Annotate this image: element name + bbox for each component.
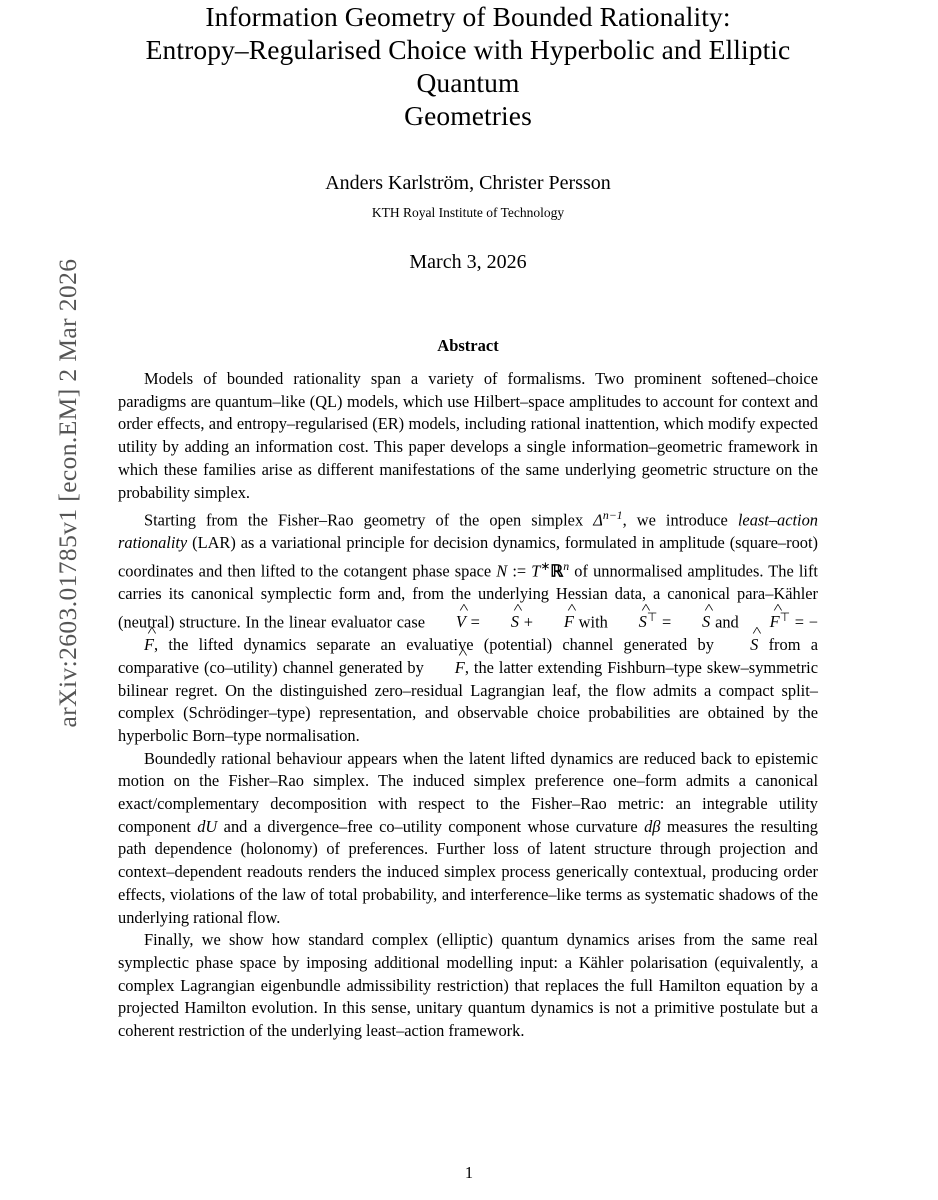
p2-text-j: from a comparative (co–utility) channel generated by (118, 635, 818, 677)
title-line-1: Information Geometry of Bounded Rationality: (205, 1, 731, 32)
p2-math-transpose-1: ⊤ (646, 609, 658, 624)
p2-text-l: , the latter extending Fishburn–type skew–symmetric bilinear regret. On the distinguished zero–residual Lagrangian leaf, the flow admits a compact split–complex (Schrödinger–type) representation, and observable choice probabilities are obtained by the hyperbolic Born–type normalisation. (118, 657, 818, 745)
p2-math-transpose-2: ⊤ (779, 609, 790, 624)
p3-math-dbeta: dβ (644, 816, 661, 836)
p2-math-T-star: ∗ (540, 559, 551, 574)
p2-text-and: and (710, 612, 744, 632)
abstract-paragraph-3 (118, 748, 818, 930)
p2-math-F-hat-2: ^ F (744, 611, 780, 634)
p2-math-S-hat-4: ^ S (724, 634, 758, 657)
p2-math-F-hat-4: ^ F (429, 657, 465, 680)
p2-text-d: of unnormalised amplitudes. The lift carries its canonical symplectic form and, from the underlying Hessian data, a canonical para–Kähler (neutral) structure. In the linear evaluator case (118, 561, 818, 632)
p2-text-eq2: = (657, 612, 677, 632)
abstract-paragraph-4: Finally, we show how standard complex (elliptic) quantum dynamics arises from the same real symplectic phase space by imposing additional modelling input: a Kähler polarisation (equivalently, a complex Lagrangian eigenbundle admissibility restriction) that replaces the full Hamilton equation by a projected Hamilton evolution. In this sense, unitary quantum dynamics is not a primitive postulate but a coherent restriction of the underlying least–action framework. (118, 930, 818, 1041)
p2-text-b: , we introduce (622, 510, 738, 530)
p2-math-S-hat-3: ^ S (676, 611, 710, 634)
p2-math-T: T (531, 561, 541, 581)
abstract-paragraph-2 (118, 504, 818, 747)
p3-text-c: measures the resulting path dependence (holonomy) of preferences. Further loss of latent structure through projection and context–dependent readouts renders the induced simplex process generically contextual, producing order effects, violations of the law of total probability, and interference–like terms as systematic shadows of the underlying rational flow. (118, 816, 818, 927)
p2-text-eq1: = (465, 612, 485, 632)
p2-math-simplex-exp: n−1 (602, 508, 623, 523)
affiliation: KTH Royal Institute of Technology (371, 205, 565, 220)
p2-math-simplex: Δ (593, 510, 603, 530)
page-number: 1 (464, 1163, 474, 1182)
title-line-2: Entropy–Regularised Choice with Hyperbolic and Elliptic Quantum (145, 34, 791, 98)
p2-term-lar: least–action rationality (118, 510, 818, 553)
p3-math-dU: dU (197, 816, 218, 836)
p3-text-a: Boundedly rational behaviour appears when the latent lifted dynamics are reduced back to epistemic motion on the Fisher–Rao simplex. The induced simplex preference one–form admits a canonical exact/complementary decomposition with respect to the Fisher–Rao metric: an integrable utility component (118, 748, 818, 836)
p2-text-c: (LAR) as a variational principle for decision dynamics, formulated in amplitude (square–root) coordinates and then lifted to the cotangent phase space (118, 533, 818, 581)
p2-math-V-hat: ^ V (430, 611, 466, 634)
abstract-paragraph-1: Models of bounded rationality span a variety of formalisms. Two prominent softened–choice paradigms are quantum–like (QL) models, which use Hilbert–space amplitudes to account for context and order effects, and entropy–regularised (ER) models, including rational inattention, which modify expected utility by adding an information cost. This paper develops a single information–geometric framework in which these families arise as different manifestations of the same underlying geometric structure on the probability simplex. (118, 369, 818, 502)
p2-math-R-exp: n (563, 559, 570, 574)
p3-text-b: and a divergence–free co–utility component whose curvature (217, 816, 645, 836)
p2-math-S-hat-2: ^ S (613, 611, 647, 634)
p2-math-F-hat-3: ^ F (118, 634, 154, 657)
p2-text-plus: + (518, 612, 538, 632)
p2-math-N: N (496, 561, 508, 581)
p2-text-h: , the lifted dynamics separate an evaluative (potential) channel generated by (154, 635, 725, 655)
p2-text-f: with (573, 612, 613, 632)
page-title (118, 0, 818, 132)
p2-text-a: Starting from the Fisher–Rao geometry of the open simplex (144, 510, 594, 530)
publication-date: March 3, 2026 (409, 251, 527, 273)
arxiv-stamp: arXiv:2603.01785v1 [econ.EM] 2 Mar 2026 (53, 258, 82, 728)
p2-math-S-hat: ^ S (485, 611, 519, 634)
paper-content (118, 0, 818, 1043)
title-line-3: Geometries (404, 100, 532, 131)
p2-text-eq3: = − (789, 612, 819, 632)
p2-math-R: ℝ (550, 561, 564, 581)
p2-math-F-hat: ^ F (538, 611, 574, 634)
p2-text-c2: := (507, 561, 532, 581)
abstract-heading: Abstract (437, 336, 499, 355)
abstract-body (118, 368, 818, 1043)
author-list: Anders Karlström, Christer Persson (325, 172, 611, 194)
